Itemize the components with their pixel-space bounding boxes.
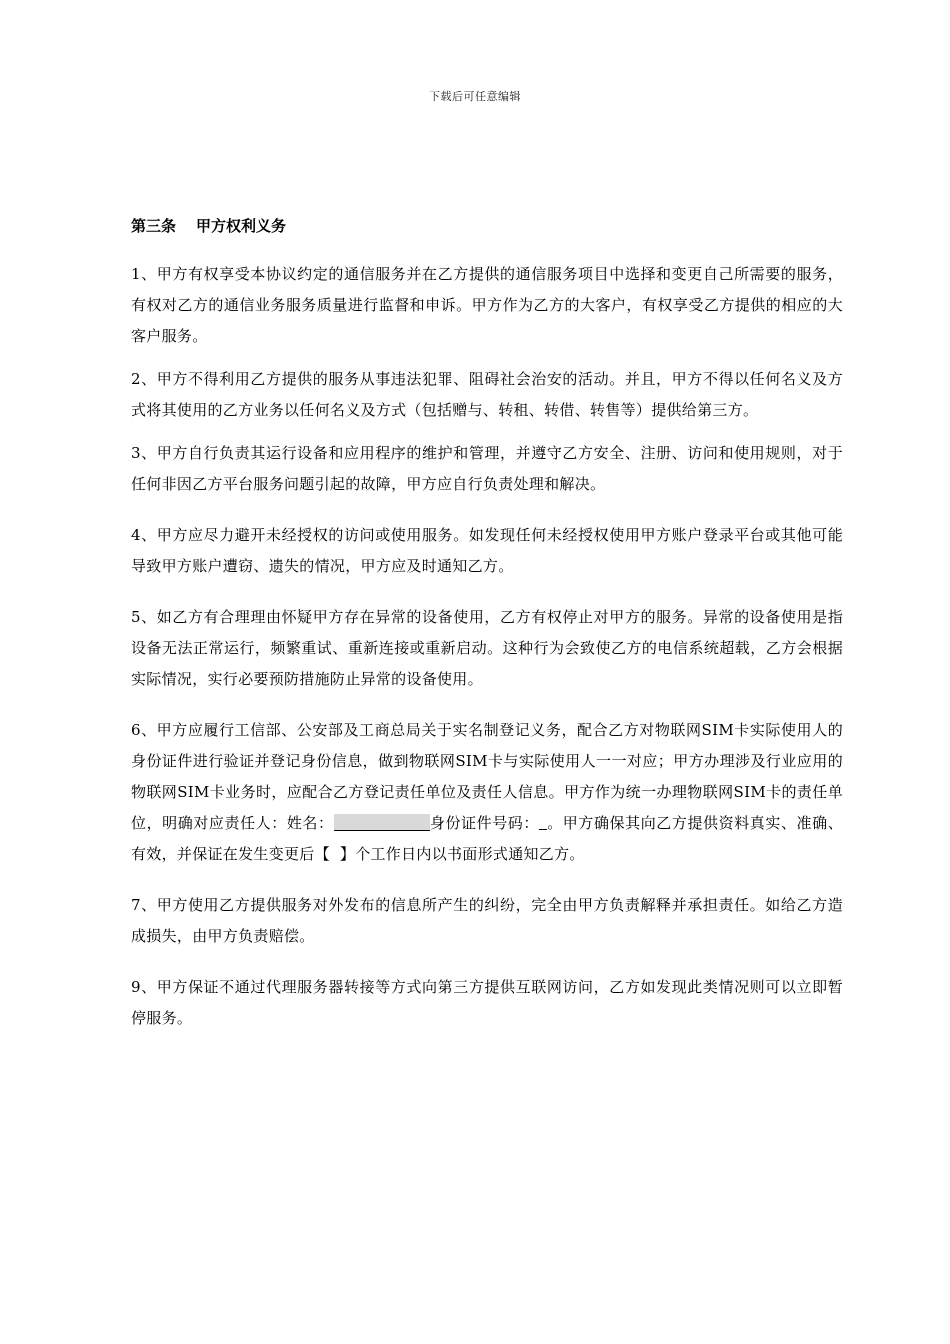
- section-number: 第三条: [131, 217, 177, 235]
- clause-7: 7、甲方使用乙方提供服务对外发布的信息所产生的纠纷，完全由甲方负责解释并承担责任。如给乙方造成损失，由甲方负责赔偿。: [131, 896, 843, 945]
- clause-5: 5、如乙方有合理理由怀疑甲方存在异常的设备使用，乙方有权停止对甲方的服务。异常的设备使用是指设备无法正常运行，频繁重试、重新连接或重新启动。这种行为会致使乙方的电信系统超载，乙方会根据实际情况，实行必要预防措施防止异常的设备使用。: [131, 608, 843, 688]
- id-number-fill-blank[interactable]: [539, 815, 547, 830]
- clause-6-text-c: 。甲方确保其向乙方提供资料真实、准确、有效，并保证在发生变更后【: [131, 814, 843, 863]
- clause-6: [131, 715, 843, 870]
- document-body: [131, 214, 843, 1046]
- clause-4: 4、甲方应尽力避开未经授权的访问或使用服务。如发现任何未经授权使用甲方账户登录平台或其他可能导致甲方账户遭窃、遗失的情况，甲方应及时通知乙方。: [131, 526, 843, 575]
- section-title: 甲方权利义务: [196, 217, 287, 235]
- clause-3: 3、甲方自行负责其运行设备和应用程序的维护和管理，并遵守乙方安全、注册、访问和使用规则，对于任何非因乙方平台服务问题引起的故障，甲方应自行负责处理和解决。: [131, 444, 843, 493]
- clause-6-text-d: 】个工作日内以书面形式通知乙方。: [339, 845, 585, 863]
- clause-2: 2、甲方不得利用乙方提供的服务从事违法犯罪、阻碍社会治安的活动。并且，甲方不得以任何名义及方式将其使用的乙方业务以任何名义及方式（包括赠与、转租、转借、转售等）提供给第三方。: [131, 370, 843, 419]
- clause-1: 1、甲方有权享受本协议约定的通信服务并在乙方提供的通信服务项目中选择和变更自己所需要的服务，有权对乙方的通信业务服务质量进行监督和申诉。甲方作为乙方的大客户，有权享受乙方提供的相应的大客户服务。: [131, 265, 843, 345]
- name-fill-blank[interactable]: [334, 814, 430, 831]
- clause-6-text-b: 身份证件号码：: [429, 814, 539, 832]
- header-note: 下载后可任意编辑: [429, 90, 521, 103]
- section-heading: [131, 214, 843, 238]
- clause-9: 9、甲方保证不通过代理服务器转接等方式向第三方提供互联网访问，乙方如发现此类情况则可以立即暂停服务。: [131, 978, 843, 1027]
- clause-6-text-a: 6、甲方应履行工信部、公安部及工商总局关于实名制登记义务，配合乙方对物联网SIM卡实际使用人的身份证件进行验证并登记身份信息，做到物联网SIM卡与实际使用人一一对应；甲方办理涉及行业应用的物联网SIM卡业务时，应配合乙方登记责任单位及责任人信息。甲方作为统一办理物联网SIM卡的责任单位，明确对应责任人：姓名：: [131, 721, 843, 832]
